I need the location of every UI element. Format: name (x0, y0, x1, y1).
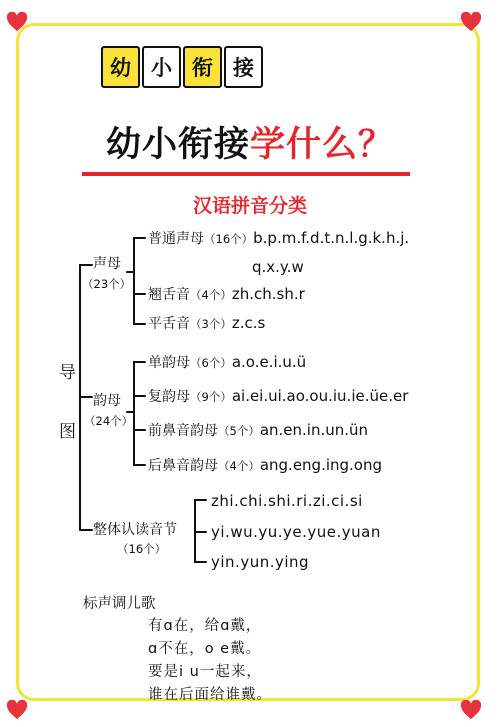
item-content: b.p.m.f.d.t.n.l.g.k.h.j. (253, 229, 410, 247)
yunmu-item (148, 387, 408, 406)
badge-char: 衔 (183, 46, 222, 88)
item-name: 翘舌音 (148, 287, 190, 303)
item-content: ang.eng.ing.ong (259, 456, 383, 474)
yunmu-label: 韵母 (93, 393, 121, 409)
badge-char: 幼 (101, 46, 140, 88)
song-line: 要是i u一起来， (148, 664, 262, 680)
item-content: zh.ch.sh.r (231, 285, 305, 303)
badge-char: 小 (142, 46, 181, 88)
shengmu-item (148, 314, 265, 333)
zhengti-line: zhi.chi.shi.ri.zi.ci.si (211, 492, 363, 510)
guide-label-char: 图 (59, 422, 76, 442)
yunmu-item (148, 353, 306, 372)
song-title: 标声调儿歌 (83, 596, 156, 612)
item-content: a.o.e.i.u.ü (231, 353, 307, 371)
item-content: z.c.s (231, 314, 266, 332)
item-count: （6个） (190, 356, 232, 370)
shengmu-item (148, 285, 305, 304)
item-name: 平舌音 (148, 316, 190, 332)
zhengti-label: 整体认读音节 (93, 522, 177, 538)
item-name: 前鼻音韵母 (148, 423, 218, 439)
zhengti-line: yi.wu.yu.ye.yue.yuan (211, 523, 381, 541)
item-content: ai.ei.ui.ao.ou.iu.ie.üe.er (231, 387, 409, 405)
item-content-continued: q.x.y.w (252, 258, 304, 276)
item-count: （4个） (218, 459, 260, 473)
zhengti-count: （16个） (117, 542, 167, 556)
item-count: （5个） (218, 424, 260, 438)
badge-char: 接 (224, 46, 263, 88)
item-name: 后鼻音韵母 (148, 458, 218, 474)
title-part-red: 学什么？ (250, 125, 395, 165)
shengmu-count: （23个） (82, 277, 132, 291)
yunmu-item (148, 456, 382, 475)
item-name: 普通声母 (148, 231, 204, 247)
item-content: an.en.in.un.ün (259, 421, 369, 439)
item-count: （16个） (204, 232, 254, 246)
subtitle: 汉语拼音分类 (192, 195, 307, 217)
title-part-black: 幼小衔接 (105, 125, 250, 165)
item-count: （9个） (190, 390, 232, 404)
item-count: （4个） (190, 288, 232, 302)
yunmu-item (148, 421, 368, 440)
yunmu-count: （24个） (84, 414, 134, 428)
item-name: 单韵母 (148, 355, 190, 371)
song-line: 有ɑ在，给ɑ戴， (148, 618, 262, 634)
shengmu-item (148, 229, 409, 248)
zhengti-line: yin.yun.ying (211, 553, 310, 571)
song-line: 谁在后面给谁戴。 (148, 687, 272, 703)
song-line: ɑ不在，o e戴。 (148, 641, 262, 657)
item-count: （3个） (190, 317, 232, 331)
guide-label-char: 导 (59, 363, 76, 383)
item-name: 复韵母 (148, 389, 190, 405)
shengmu-label: 声母 (93, 256, 121, 272)
